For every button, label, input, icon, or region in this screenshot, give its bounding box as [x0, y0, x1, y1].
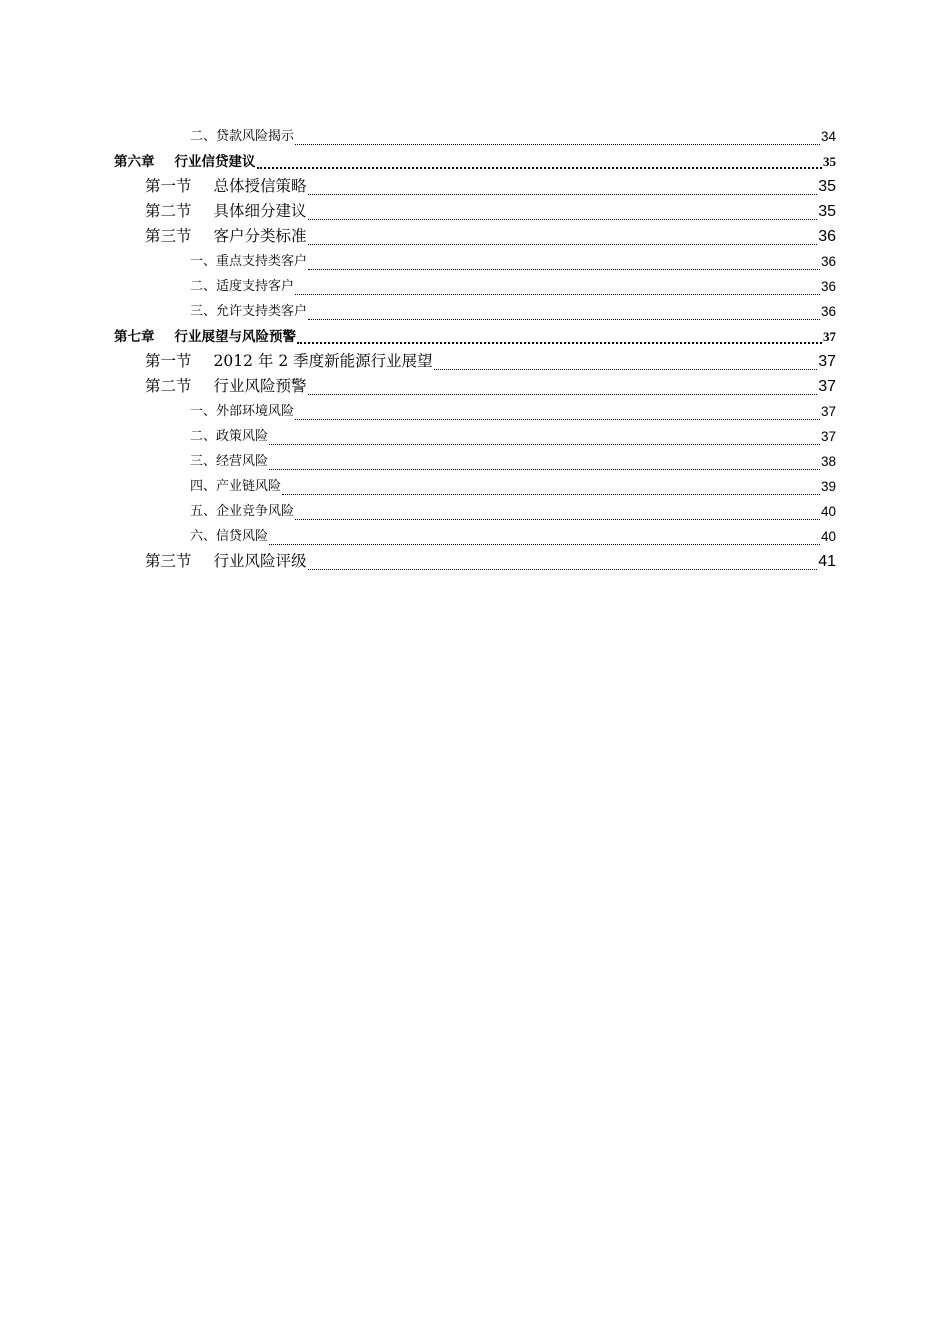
toc-entry-text: 产业链风险 — [216, 479, 282, 494]
toc-entry-number: 第二节 — [145, 377, 192, 395]
toc-entry-text: 允许支持类客户 — [216, 304, 308, 319]
toc-entry-text: 总体授信策略 — [213, 177, 307, 195]
toc-entry-section[interactable] — [0, 174, 950, 199]
toc-entry-title — [145, 174, 307, 199]
toc-entry-title — [190, 399, 294, 424]
toc-entry-title — [190, 524, 268, 549]
toc-entry-text: 信贷风险 — [216, 529, 269, 544]
dot-leader — [269, 424, 820, 449]
toc-entry-number: 二、 — [190, 279, 217, 294]
dot-leader — [308, 224, 818, 249]
toc-entry-title — [145, 349, 433, 374]
dot-leader — [308, 374, 818, 399]
toc-entry-title — [190, 274, 294, 299]
toc-entry-number: 四、 — [190, 479, 217, 494]
toc-entry-text: 外部环境风险 — [216, 404, 295, 419]
toc-entry-page-number: 36 — [820, 304, 836, 319]
toc-entry-number: 二、 — [190, 429, 217, 444]
toc-entry-number: 一、 — [190, 404, 217, 419]
toc-entry-title — [145, 224, 307, 249]
dot-leader — [295, 274, 820, 299]
toc-entry-title — [190, 499, 294, 524]
toc-entry-item[interactable] — [0, 249, 950, 274]
toc-entry-page-number: 38 — [820, 454, 836, 469]
toc-entry-title — [114, 324, 296, 349]
toc-entry-number: 第六章 — [114, 154, 155, 169]
toc-entry-page-number: 37 — [820, 404, 836, 419]
dot-leader — [308, 174, 818, 199]
toc-entry-item[interactable] — [0, 424, 950, 449]
toc-entry-text: 行业风险预警 — [213, 377, 307, 395]
toc-entry-title — [114, 149, 256, 174]
toc-entry-section[interactable] — [0, 549, 950, 574]
dot-leader — [295, 499, 820, 524]
toc-entry-text: 客户分类标准 — [213, 227, 307, 245]
toc-entry-title — [190, 249, 307, 274]
toc-entry-title — [190, 424, 268, 449]
toc-entry-page-number: 37 — [818, 378, 836, 395]
dot-leader — [297, 324, 822, 349]
dot-leader — [269, 524, 820, 549]
dot-leader — [269, 449, 820, 474]
toc-entry-number: 第三节 — [145, 552, 192, 570]
toc-entry-number: 六、 — [190, 529, 217, 544]
toc-entry-text: 政策风险 — [216, 429, 269, 444]
toc-entry-text: 行业信贷建议 — [174, 154, 256, 169]
toc-entry-section[interactable] — [0, 374, 950, 399]
toc-entry-section[interactable] — [0, 349, 950, 374]
toc-entry-text: 贷款风险揭示 — [216, 129, 295, 144]
dot-leader — [257, 149, 823, 174]
toc-entry-chapter[interactable] — [0, 149, 950, 174]
dot-leader — [308, 549, 818, 574]
toc-entry-text: 经营风险 — [216, 454, 269, 469]
toc-entry-item[interactable] — [0, 274, 950, 299]
toc-entry-item[interactable] — [0, 124, 950, 149]
toc-entry-number: 三、 — [190, 304, 217, 319]
toc-entry-number: 三、 — [190, 454, 217, 469]
dot-leader — [308, 199, 818, 224]
toc-entry-title — [145, 199, 307, 224]
toc-entry-item[interactable] — [0, 449, 950, 474]
table-of-contents — [0, 124, 950, 574]
toc-entry-page-number: 35 — [818, 178, 836, 195]
dot-leader — [282, 474, 820, 499]
toc-entry-item[interactable] — [0, 499, 950, 524]
toc-entry-title — [190, 449, 268, 474]
toc-entry-page-number: 35 — [823, 154, 836, 169]
toc-entry-item[interactable] — [0, 399, 950, 424]
toc-entry-number: 第二节 — [145, 202, 192, 220]
dot-leader — [308, 249, 820, 274]
toc-entry-page-number: 40 — [820, 504, 836, 519]
toc-entry-number: 第三节 — [145, 227, 192, 245]
toc-entry-section[interactable] — [0, 199, 950, 224]
toc-entry-number: 第一节 — [145, 177, 192, 195]
toc-entry-item[interactable] — [0, 474, 950, 499]
toc-entry-text: 2012 年 2 季度新能源行业展望 — [213, 352, 433, 370]
toc-entry-number: 一、 — [190, 254, 217, 269]
dot-leader — [308, 299, 820, 324]
toc-entry-item[interactable] — [0, 299, 950, 324]
toc-entry-title — [190, 124, 294, 149]
toc-entry-page-number: 40 — [820, 529, 836, 544]
toc-entry-page-number: 36 — [818, 228, 836, 245]
dot-leader — [434, 349, 818, 374]
toc-entry-page-number: 39 — [820, 479, 836, 494]
toc-entry-title — [145, 374, 307, 399]
toc-entry-page-number: 41 — [818, 553, 836, 570]
toc-entry-title — [190, 474, 281, 499]
dot-leader — [295, 124, 820, 149]
toc-entry-text: 适度支持客户 — [216, 279, 295, 294]
toc-entry-number: 二、 — [190, 129, 217, 144]
toc-entry-page-number: 37 — [820, 429, 836, 444]
toc-entry-page-number: 37 — [818, 353, 836, 370]
toc-entry-section[interactable] — [0, 224, 950, 249]
toc-entry-title — [190, 299, 307, 324]
toc-entry-number: 第一节 — [145, 352, 192, 370]
toc-entry-page-number: 35 — [818, 203, 836, 220]
toc-entry-number: 五、 — [190, 504, 217, 519]
toc-entry-page-number: 37 — [823, 329, 836, 344]
toc-entry-text: 企业竞争风险 — [216, 504, 295, 519]
toc-entry-chapter[interactable] — [0, 324, 950, 349]
dot-leader — [295, 399, 820, 424]
toc-entry-item[interactable] — [0, 524, 950, 549]
toc-entry-page-number: 34 — [820, 129, 836, 144]
toc-entry-page-number: 36 — [820, 254, 836, 269]
toc-entry-page-number: 36 — [820, 279, 836, 294]
toc-entry-title — [145, 549, 307, 574]
toc-entry-text: 行业展望与风险预警 — [174, 329, 296, 344]
toc-entry-text: 具体细分建议 — [213, 202, 307, 220]
toc-entry-text: 重点支持类客户 — [216, 254, 308, 269]
toc-entry-number: 第七章 — [114, 329, 155, 344]
toc-entry-text: 行业风险评级 — [213, 552, 307, 570]
